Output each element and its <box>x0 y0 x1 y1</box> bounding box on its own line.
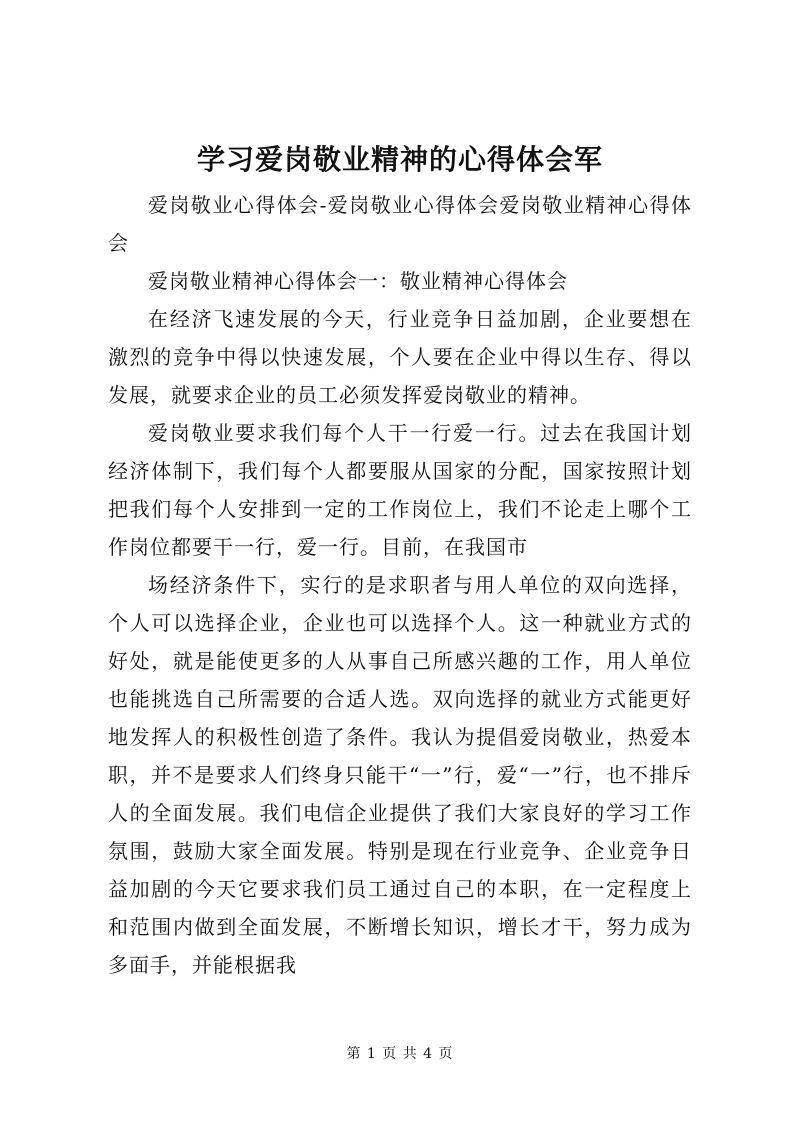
paragraph: 场经济条件下，实行的是求职者与用人单位的双向选择，个人可以选择企业，企业也可以选择个人。这一种就业方式的好处，就是能使更多的人从事自己所感兴趣的工作，用人单位也能挑选自己所需要的合适人选。双向选择的就业方式能更好地发挥人的积极性创造了条件。我认为提倡爱岗敬业，热爱本职，并不是要求人们终身只能干“一”行，爱“一”行，也不排斥人的全面发展。我们电信企业提供了我们大家良好的学习工作氛围，鼓励大家全面发展。特别是现在行业竞争、企业竞争日益加剧的今天它要求我们员工通过自己的本职，在一定程度上和范围内做到全面发展，不断增长知识，增长才干，努力成为多面手，并能根据我 <box>108 573 692 977</box>
paragraph: 爱岗敬业要求我们每个人干一行爱一行。过去在我国计划经济体制下，我们每个人都要服从国家的分配，国家按照计划把我们每个人安排到一定的工作岗位上，我们不论走上哪个工作岗位都要干一行，爱一行。目前，在我国市 <box>108 421 692 559</box>
paragraph: 爱岗敬业精神心得体会一：敬业精神心得体会 <box>148 269 568 293</box>
paragraph: 在经济飞速发展的今天，行业竞争日益加剧，企业要想在激烈的竞争中得以快速发展，个人要在企业中得以生存、得以发展，就要求企业的员工必须发挥爱岗敬业的精神。 <box>108 307 692 407</box>
page-footer: 第 1 页 共 4 页 <box>346 1046 454 1062</box>
document-title: 学习爱岗敬业精神的心得体会军 <box>196 143 603 176</box>
document-body <box>108 186 692 984</box>
paragraph: 爱岗敬业心得体会-爱岗敬业心得体会爱岗敬业精神心得体会 <box>108 193 692 255</box>
